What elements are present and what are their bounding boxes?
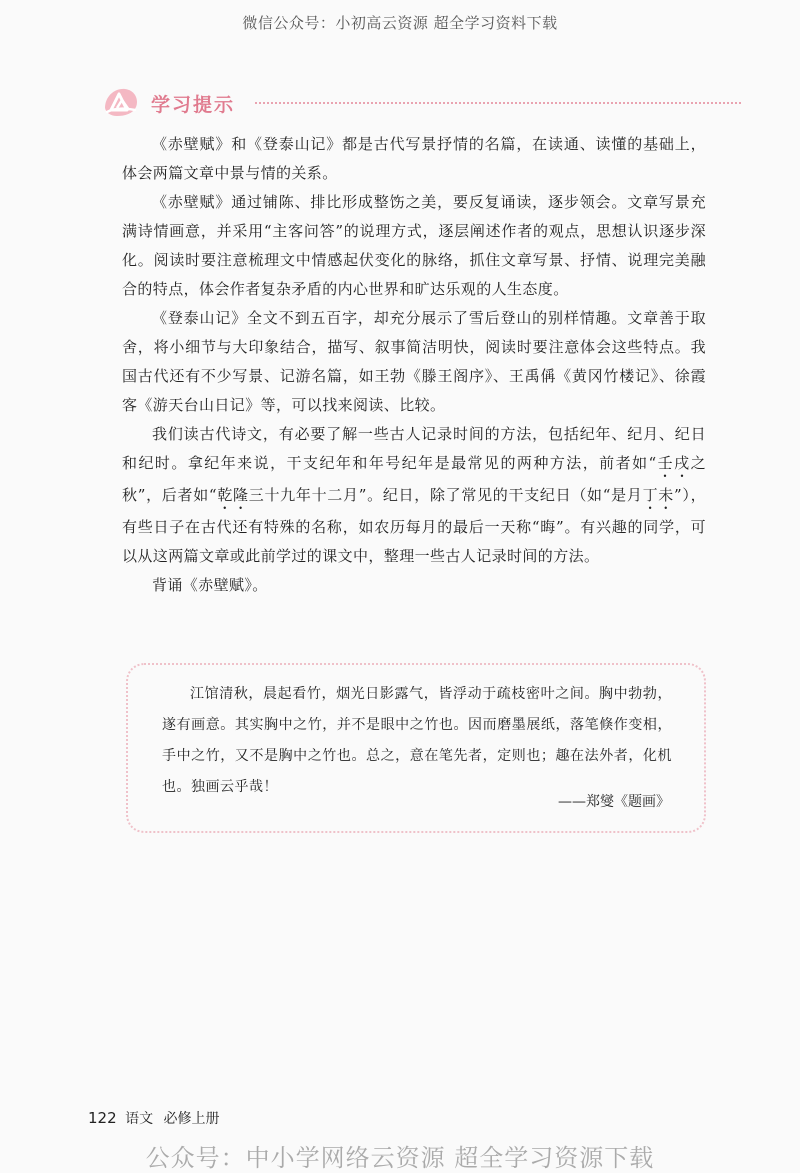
paragraph-4-text: ”），有些日子在古代还有特殊的名称，如农历每月的最后一天称“晦”。有兴趣的同学，可以从这两篇文章或此前学过的课文中，整理一些古人记录时间的方法。 bbox=[122, 486, 706, 565]
subject-label: 语文 bbox=[125, 1111, 154, 1127]
page-number: 122 bbox=[88, 1109, 117, 1127]
emphasis-qianlong: 乾隆 bbox=[217, 486, 249, 504]
emphasis-dingwei: 丁未 bbox=[642, 486, 674, 504]
page-footer bbox=[88, 1108, 220, 1128]
quote-attribution: ——郑燮《题画》 bbox=[558, 794, 670, 810]
bottom-watermark: 公众号：中小学网络云资源 超全学习资源下载 bbox=[145, 1144, 655, 1172]
paragraph-3: 《登泰山记》全文不到五百字，却充分展示了雪后登山的别样情趣。文章善于取舍，将小细节与大印象结合，描写、叙事简洁明快，阅读时要注意体会这些特点。我国古代还有不少写景、记游名篇，如王勃《滕王阁序》、王禹偁《黄冈竹楼记》、徐霞客《游天台山日记》等，可以找来阅读、比较。 bbox=[122, 309, 706, 414]
emphasis-renxu: 壬戌 bbox=[656, 454, 691, 472]
study-tips-icon bbox=[103, 86, 139, 118]
paragraph-5: 背诵《赤壁赋》。 bbox=[152, 576, 268, 594]
dotted-divider bbox=[255, 102, 741, 104]
quote-box bbox=[126, 663, 706, 833]
paragraph-4-text: 之秋”，后者如“ bbox=[122, 454, 706, 504]
section-title: 学习提示 bbox=[151, 94, 236, 116]
paragraph-4-text: 我们读古代诗文，有必要了解一些古人记录时间的方法，包括纪年、纪月、纪日和纪时。拿纪年来说，干支纪年和年号纪年是最常见的两种方法，前者如“ bbox=[122, 425, 706, 472]
top-watermark: 微信公众号：小初高云资源 超全学习资料下载 bbox=[242, 14, 558, 32]
paragraph-4 bbox=[122, 420, 706, 571]
paragraph-1: 《赤壁赋》和《登泰山记》都是古代写景抒情的名篇，在读通、读懂的基础上，体会两篇文章中景与情的关系。 bbox=[122, 135, 706, 182]
quote-text: 江馆清秋，晨起看竹，烟光日影露气，皆浮动于疏枝密叶之间。胸中勃勃，遂有画意。其实胸中之竹，并不是眼中之竹也。因而磨墨展纸，落笔倏作变相，手中之竹，又不是胸中之竹也。总之，意在笔先者，定则也；趣在法外者，化机也。独画云乎哉！ bbox=[162, 686, 672, 795]
study-tips-body bbox=[122, 130, 706, 600]
book-label: 必修上册 bbox=[163, 1111, 220, 1127]
paragraph-4-text: 三十九年十二月”。纪日，除了常见的干支纪日（如“是月 bbox=[248, 486, 643, 504]
section-header bbox=[103, 86, 743, 118]
paragraph-2: 《赤壁赋》通过铺陈、排比形成整饬之美，要反复诵读，逐步领会。文章写景充满诗情画意，并采用“主客问答”的说理方式，逐层阐述作者的观点，思想认识逐步深化。阅读时要注意梳理文中情感起伏变化的脉络，抓住文章写景、抒情、说理完美融合的特点，体会作者复杂矛盾的内心世界和旷达乐观的人生态度。 bbox=[122, 193, 706, 298]
